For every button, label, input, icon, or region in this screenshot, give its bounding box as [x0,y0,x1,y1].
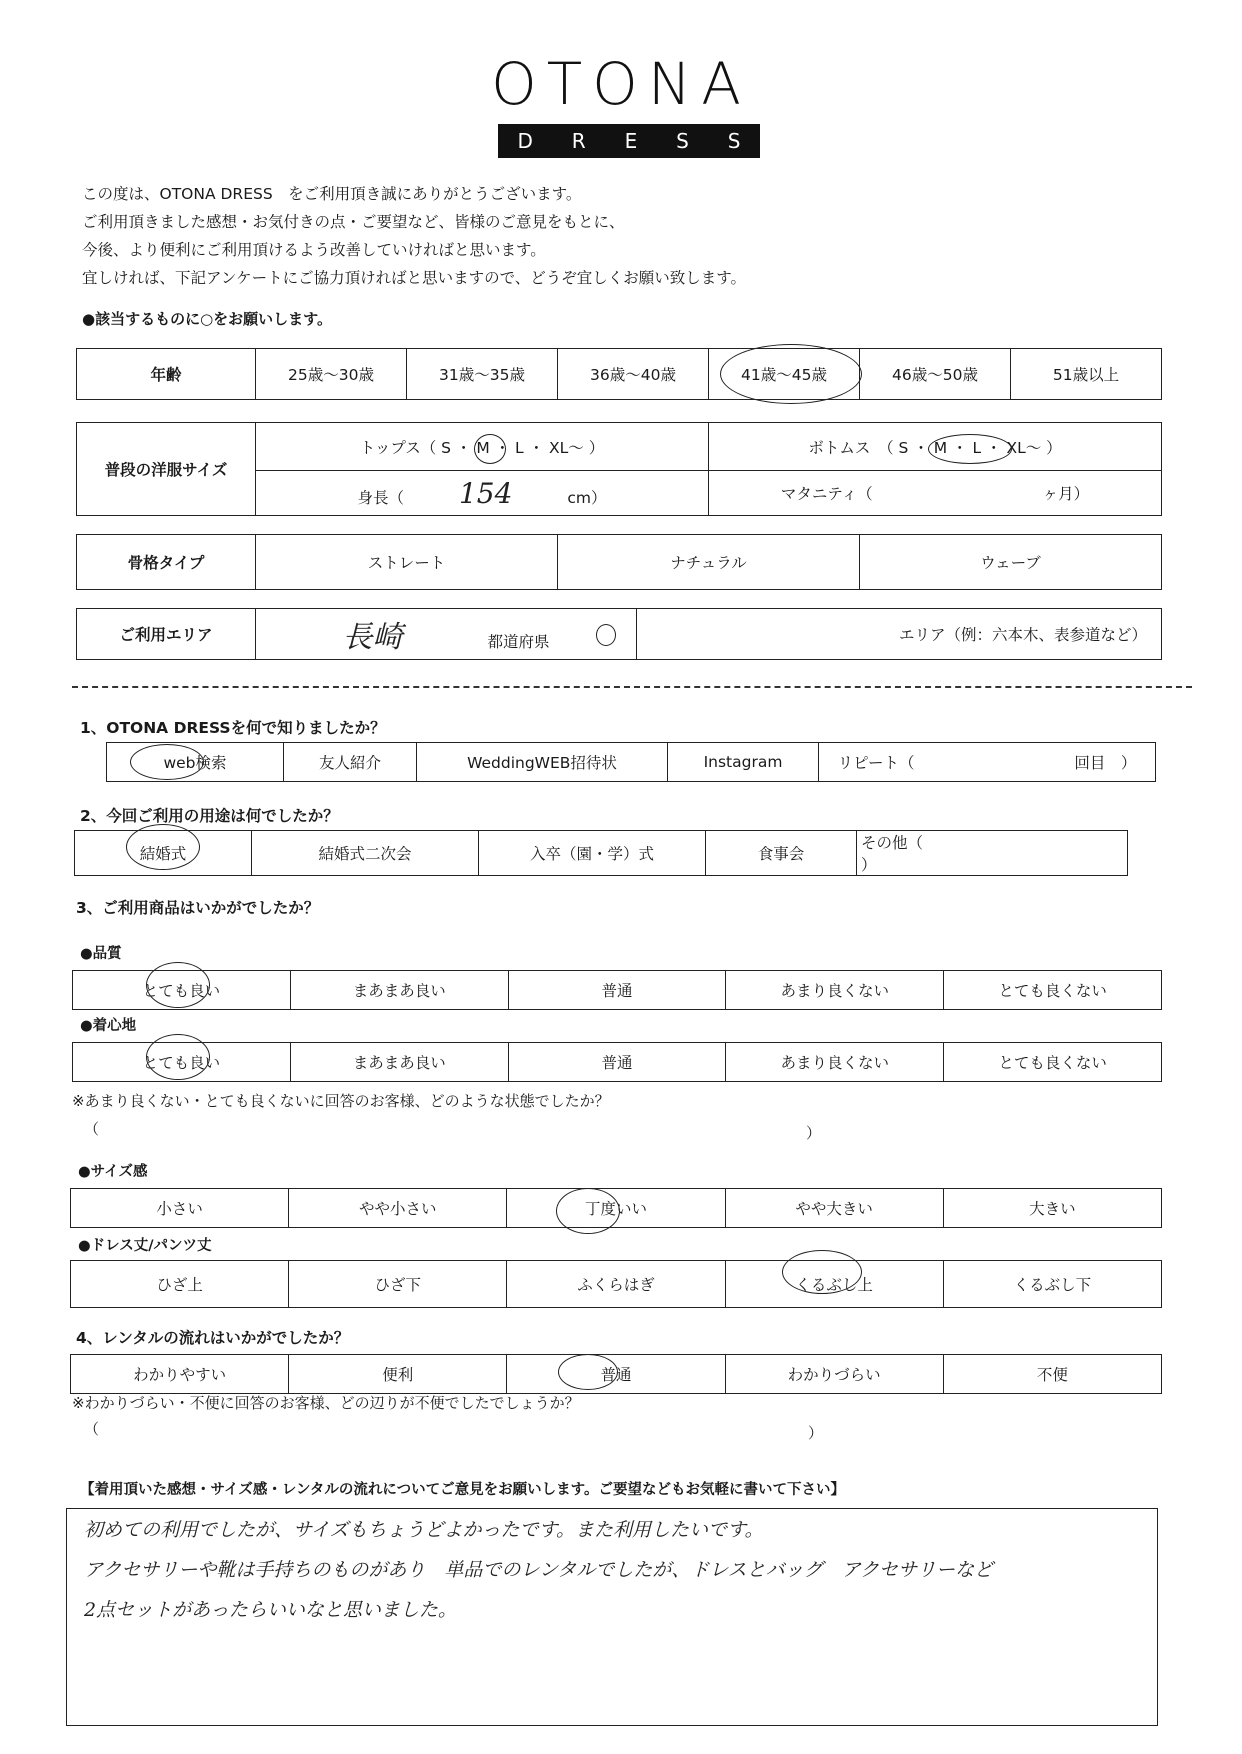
frame-label: 骨格タイプ [77,535,256,590]
length-table [70,1260,1162,1308]
comfort-answer-close: ） [806,1124,822,1142]
size-feel-option-selected[interactable]: 丁度いい [507,1189,725,1228]
length-option[interactable]: ひざ下 [289,1261,507,1308]
height-suffix: cm） [567,488,607,507]
q2-option-selected[interactable]: 結婚式 [75,831,252,876]
selection-circle [928,434,1012,464]
comfort-option[interactable]: あまり良くない [726,1043,944,1082]
quality-option[interactable]: あまり良くない [726,971,944,1010]
maternity-prefix: マタニティ（ [780,485,873,503]
selection-circle [146,962,210,1008]
age-option-selected[interactable]: 41歳～45歳 [709,349,860,400]
age-option[interactable]: 25歳～30歳 [256,349,407,400]
q4-option[interactable]: わかりづらい [725,1355,943,1394]
comfort-option[interactable]: とても良くない [944,1043,1162,1082]
length-label: ●ドレス丈/パンツ丈 [78,1238,212,1254]
prefecture-value: 長崎 [342,620,403,655]
q1-option[interactable]: Instagram [668,743,819,782]
length-option[interactable]: くるぶし下 [943,1261,1161,1308]
prefecture-suffix: 都道府県 [487,633,550,651]
quality-option[interactable]: まあまあ良い [290,971,508,1010]
q4-title: 4、レンタルの流れはいかがでしたか？ [76,1329,350,1347]
comfort-option[interactable]: 普通 [508,1043,726,1082]
quality-option[interactable]: 普通 [508,971,726,1010]
age-label: 年齢 [77,349,256,400]
selection-circle [474,434,506,464]
q2-option[interactable]: 食事会 [706,831,857,876]
q1-table [106,742,1156,782]
area-label: ご利用エリア [77,609,256,660]
size-label: 普段の洋服サイズ [77,423,256,516]
frame-option[interactable]: ウェーブ [860,535,1162,590]
age-option[interactable]: 51歳以上 [1011,349,1162,400]
logo-letter: R [571,129,586,153]
quality-option-selected[interactable]: とても良い [73,971,291,1010]
selection-circle [146,1034,210,1080]
length-option[interactable]: ふくらはぎ [507,1261,725,1308]
height-value: 154 [458,476,513,510]
comfort-option[interactable]: まあまあ良い [290,1043,508,1082]
brand-logo-word: OTONA [491,50,751,118]
q2-table [74,830,1128,876]
comment-heading: 【着用頂いた感想・サイズ感・レンタルの流れについてご意見をお願いします。ご要望などもお気軽に書いて下さい】 [80,1482,845,1498]
q1-option[interactable]: WeddingWEB招待状 [417,743,668,782]
age-table [76,348,1162,400]
q1-option[interactable]: 友人紹介 [284,743,417,782]
other-prefix: その他（ [861,834,924,852]
comfort-answer-open[interactable]: （ [84,1120,100,1138]
comfort-table [72,1042,1162,1082]
age-option[interactable]: 36歳～40歳 [558,349,709,400]
repeat-prefix: リピート（ [837,754,915,772]
q4-note: ※わかりづらい・不便に回答のお客様、どの辺りが不便でしたでしょうか？ [72,1394,580,1412]
comfort-option-selected[interactable]: とても良い [73,1043,291,1082]
brand-logo-band [498,124,760,158]
q2-other-option[interactable] [857,831,1128,876]
q4-option[interactable]: 便利 [289,1355,507,1394]
quality-label: ●品質 [80,946,122,962]
age-option[interactable]: 31歳～35歳 [407,349,558,400]
frame-option[interactable]: ナチュラル [558,535,860,590]
age-option[interactable]: 46歳～50歳 [860,349,1011,400]
intro-line: 今後、より便利にご利用頂けるよう改善していければと思います。 [82,241,546,259]
q4-option[interactable]: 不便 [943,1355,1161,1394]
comment-line: 2点セットがあったらいいなと思いました。 [84,1599,457,1621]
other-suffix: ） [861,856,877,874]
bottoms-size[interactable]: ボトムス （ S ・ M ・ L ・ XL～ ） [709,423,1162,471]
intro-line: この度は、OTONA DRESS をご利用頂き誠にありがとうございます。 [82,185,582,203]
frame-table [76,534,1162,590]
intro-line: ご利用頂きました感想・お気付きの点・ご要望など、皆様のご意見をもとに、 [82,213,625,231]
comment-line: 初めての利用でしたが、サイズもちょうどよかったです。また利用したいです。 [84,1519,764,1541]
tops-size[interactable]: トップス（ S ・ M ・ L ・ XL～ ） [256,423,709,471]
length-option-selected[interactable]: くるぶし上 [725,1261,943,1308]
area-field[interactable]: エリア（例：六本木、表参道など） [637,609,1162,660]
q2-title: 2、今回ご利用の用途は何でしたか？ [80,807,339,825]
quality-table [72,970,1162,1010]
divider [72,686,1192,688]
area-table [76,608,1162,660]
q1-repeat-option[interactable] [819,743,1156,782]
selection-circle [126,824,200,870]
logo-letter: S [676,129,689,153]
logo-letter: E [624,129,638,153]
q1-option-selected[interactable]: web検索 [107,743,284,782]
selection-circle [782,1250,862,1294]
frame-option[interactable]: ストレート [256,535,558,590]
selection-circle [720,344,862,404]
repeat-suffix: 回目 ） [1074,754,1137,772]
height-prefix: 身長（ [357,488,405,507]
q4-answer-open[interactable]: （ [84,1420,100,1438]
q4-option-selected[interactable]: 普通 [507,1355,725,1394]
q4-option[interactable]: わかりやすい [71,1355,289,1394]
selection-circle [130,744,204,780]
size-feel-option[interactable]: 大きい [943,1189,1161,1228]
logo-letter: D [517,129,533,153]
q2-option[interactable]: 結婚式二次会 [252,831,479,876]
comment-text [84,1510,993,1630]
comment-line: アクセサリーや靴は手持ちのものがあり 単品でのレンタルでしたが、ドレスとバッグ アクセサリーなど [84,1559,994,1581]
selection-circle [596,624,616,646]
size-feel-option[interactable]: 小さい [71,1189,289,1228]
instruction: ●該当するものに○をお願いします。 [82,310,332,328]
size-feel-option[interactable]: やや小さい [289,1189,507,1228]
prefecture-field[interactable] [256,609,637,660]
size-feel-option[interactable]: やや大きい [725,1189,943,1228]
comfort-label: ●着心地 [80,1018,137,1034]
q3-title: 3、ご利用商品はいかがでしたか？ [76,899,320,917]
selection-circle [558,1354,618,1390]
selection-circle [556,1188,620,1234]
quality-option[interactable]: とても良くない [944,971,1162,1010]
maternity-field[interactable] [709,471,1162,516]
maternity-suffix: ヶ月） [1042,485,1090,503]
intro-line: 宜しければ、下記アンケートにご協力頂ければと思いますので、どうぞ宜しくお願い致します。 [82,269,747,287]
intro-text [82,180,746,292]
comfort-note: ※あまり良くない・とても良くないに回答のお客様、どのような状態でしたか？ [72,1092,610,1110]
length-option[interactable]: ひざ上 [71,1261,289,1308]
q2-option[interactable]: 入卒（園・学）式 [479,831,706,876]
q4-answer-close: ） [808,1424,824,1442]
height-field[interactable] [256,471,709,516]
size-feel-label: ●サイズ感 [78,1164,148,1180]
size-table [76,422,1162,516]
q1-title: 1、OTONA DRESSを何で知りましたか？ [80,719,386,737]
logo-letter: S [727,129,741,153]
